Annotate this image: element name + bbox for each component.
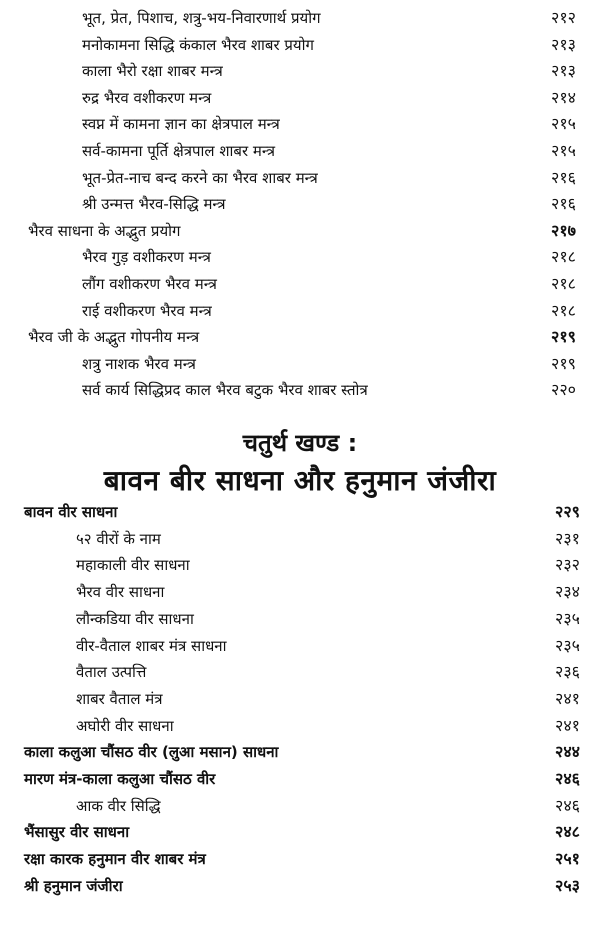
toc-section-entry (0, 849, 600, 875)
toc-entry-title: लौन्कडिया वीर साधना (76, 609, 194, 628)
toc-entry-title: लौंग वशीकरण भैरव मन्त्र (82, 275, 217, 293)
toc-entry (0, 529, 600, 555)
toc-entry-page-number: २१९ (551, 353, 576, 373)
toc-entry-page-number: २१७ (551, 220, 576, 240)
toc-entry-title: भैरव वीर साधना (76, 583, 165, 602)
toc-entry (0, 274, 600, 300)
toc-entry-page-number: २१५ (551, 141, 576, 160)
toc-entry (0, 689, 600, 715)
toc-entry-title: भूत-प्रेत-नाच बन्द करने का भैरव शाबर मन्त्र (82, 168, 318, 187)
toc-entry-title: वैताल उत्पत्ति (76, 663, 147, 682)
toc-entry-title: श्री उन्मत्त भैरव-सिद्धि मन्त्र (82, 195, 226, 214)
toc-entry-page-number: २४६ (555, 795, 580, 815)
toc-entry (0, 609, 600, 635)
toc-entry-page-number: २१५ (551, 114, 576, 134)
toc-entry-title: स्वप्न में कामना ज्ञान का क्षेत्रपाल मन्त्र (82, 115, 280, 134)
toc-entry-page-number: २५१ (555, 849, 580, 869)
toc-entry (0, 194, 600, 220)
toc-entry-page-number: २१२ (551, 8, 576, 27)
toc-entry (0, 716, 600, 742)
toc-entry-page-number: २२० (551, 380, 576, 400)
toc-entry (0, 88, 600, 114)
toc-section-entry (0, 742, 600, 768)
toc-entry-page-number: २४१ (555, 688, 580, 708)
toc-entry (0, 141, 600, 167)
toc-entry-page-number: २१९ (551, 327, 576, 347)
toc-entry (0, 796, 600, 822)
toc-entry-title: मनोकामना सिद्धि कंकाल भैरव शाबर प्रयोग (82, 35, 314, 54)
toc-section-entry (0, 221, 600, 247)
toc-entry-title: काला भैरो रक्षा शाबर मन्त्र (82, 62, 223, 81)
toc-entry-page-number: २३६ (555, 662, 580, 682)
toc-entry-title: महाकाली वीर साधना (76, 556, 190, 575)
toc-entry-page-number: २३५ (555, 635, 580, 655)
toc-entry-page-number: २१८ (551, 247, 576, 267)
toc-entry-page-number: २१३ (551, 61, 576, 81)
toc-entry-title: भैरव जी के अद्भुत गोपनीय मन्त्र (28, 328, 200, 347)
toc-entry-page-number: २४६ (555, 769, 580, 788)
part-heading: चतुर्थ खण्ड : (242, 429, 358, 457)
toc-entry-title: बावन वीर साधना (24, 503, 118, 521)
toc-entry-page-number: २५३ (555, 875, 580, 895)
toc-entry-title: राई वशीकरण भैरव मन्त्र (82, 301, 212, 320)
part-title: बावन बीर साधना और हनुमान जंजीरा (103, 464, 497, 497)
toc-entry-page-number: २१६ (551, 194, 576, 214)
toc-entry-title: भूत, प्रेत, पिशाच, शत्रु-भय-निवारणार्थ प्रयोग (82, 9, 321, 27)
toc-entry-page-number: २१८ (551, 274, 576, 293)
toc-entry (0, 380, 600, 406)
toc-section-entry (0, 327, 600, 353)
toc-entry-title: भैरव साधना के अद्भुत प्रयोग (28, 221, 181, 240)
toc-entry (0, 114, 600, 140)
toc-entry-page-number: २३४ (555, 582, 580, 602)
toc-entry-title: काला कलुआ चौंसठ वीर (लुआ मसान) साधना (24, 743, 279, 762)
toc-entry-page-number: २३२ (555, 555, 580, 575)
toc-entry-page-number: २४८ (555, 822, 580, 842)
toc-entry (0, 555, 600, 581)
toc-entry-title: अघोरी वीर साधना (76, 716, 174, 735)
toc-entry (0, 8, 600, 34)
toc-entry-title: मारण मंत्र-काला कलुआ चौंसठ वीर (24, 770, 216, 788)
toc-entry-title: रक्षा कारक हनुमान वीर शाबर मंत्र (24, 850, 206, 869)
toc-entry-title: शत्रु नाशक भैरव मन्त्र (82, 354, 196, 373)
toc-entry-title: वीर-वैताल शाबर मंत्र साधना (76, 636, 227, 655)
toc-entry-page-number: २१६ (551, 167, 576, 187)
toc-entry-title: शाबर वैताल मंत्र (76, 689, 163, 708)
toc-entry (0, 247, 600, 273)
toc-section-entry (0, 769, 600, 795)
toc-entry-title: ५२ वीरों के नाम (76, 529, 161, 548)
toc-entry-title: भैंसासुर वीर साधना (24, 823, 130, 842)
toc-entry-page-number: २१४ (551, 87, 576, 107)
toc-entry-page-number: २१८ (551, 300, 576, 320)
toc-entry (0, 35, 600, 61)
toc-section-entry (0, 876, 600, 902)
toc-entry-title: रुद्र भैरव वशीकरण मन्त्र (82, 88, 212, 107)
toc-entry-title: भैरव गुड़ वशीकरण मन्त्र (82, 248, 211, 267)
toc-entry-page-number: २३५ (555, 608, 580, 628)
toc-entry-title: आक वीर सिद्धि (76, 796, 161, 815)
toc-entry-title: सर्व-कामना पूर्ति क्षेत्रपाल शाबर मन्त्र (82, 142, 276, 160)
toc-entry-page-number: २३१ (555, 528, 580, 548)
toc-entry (0, 582, 600, 608)
toc-entry-page-number: २१३ (551, 34, 576, 54)
toc-entry-title: श्री हनुमान जंजीरा (24, 876, 123, 895)
toc-entry (0, 61, 600, 87)
toc-section-entry (0, 502, 600, 528)
toc-entry (0, 301, 600, 327)
toc-entry-page-number: २४१ (555, 715, 580, 735)
toc-entry (0, 662, 600, 688)
toc-entry (0, 168, 600, 194)
toc-entry (0, 636, 600, 662)
toc-entry (0, 354, 600, 380)
toc-entry-title: सर्व कार्य सिद्धिप्रद काल भैरव बटुक भैरव शाबर स्तोत्र (82, 381, 368, 400)
toc-entry-page-number: २४४ (555, 742, 580, 762)
toc-section-entry (0, 822, 600, 848)
toc-entry-page-number: २२९ (555, 502, 580, 521)
